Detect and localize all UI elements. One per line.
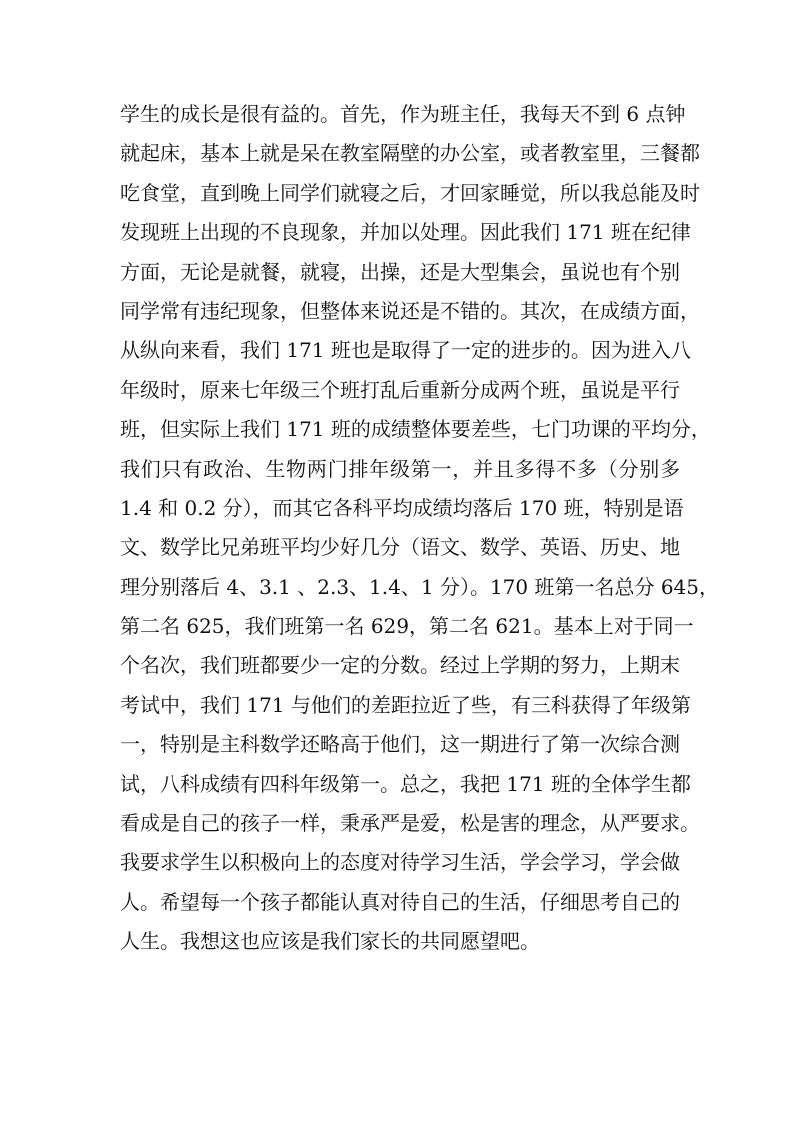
text-line: 试，八科成绩有四科年级第一。总之，我把 171 班的全体学生都 bbox=[120, 771, 691, 796]
text-line: 一，特别是主科数学还略高于他们，这一期进行了第一次综合测 bbox=[120, 732, 680, 757]
text-line: 学生的成长是很有益的。首先，作为班主任，我每天不到 6 点钟 bbox=[120, 102, 686, 126]
text-line: 同学常有违纪现象，但整体来说还是不错的。其次，在成绩方面， bbox=[120, 298, 700, 323]
text-line: 发现班上出现的不良现象，并加以处理。因此我们 171 班在纪律 bbox=[120, 220, 691, 245]
text-line: 从纵向来看，我们 171 班也是取得了一定的进步的。因为进入八 bbox=[120, 338, 691, 363]
text-line: 理分别落后 4、3.1 、2.3、1.4、1 分）。170 班第一名总分 645， bbox=[120, 574, 720, 599]
text-line: 吃食堂，直到晚上同学们就寝之后，才回家睡觉，所以我总能及时 bbox=[120, 180, 700, 205]
text-line: 第二名 625，我们班第一名 629，第二名 621。基本上对于同一 bbox=[120, 614, 694, 639]
text-line: 我们只有政治、生物两门排年级第一，并且多得不多（分别多 bbox=[120, 456, 680, 481]
text-line: 班，但实际上我们 171 班的成绩整体要差些，七门功课的平均分， bbox=[120, 417, 711, 442]
text-line: 人。希望每一个孩子都能认真对待自己的生活，仔细思考自己的 bbox=[120, 889, 680, 914]
text-line: 我要求学生以积极向上的态度对待学习生活，学会学习，学会做 bbox=[120, 850, 680, 875]
text-line: 看成是自己的孩子一样，秉承严是爱，松是害的理念，从严要求。 bbox=[120, 811, 700, 836]
text-line: 年级时，原来七年级三个班打乱后重新分成两个班，虽说是平行 bbox=[120, 377, 680, 402]
text-line: 方面，无论是就餐，就寝，出操，还是大型集会，虽说也有个别 bbox=[120, 259, 680, 284]
body-paragraph bbox=[120, 95, 720, 962]
text-line: 人生。我想这也应该是我们家长的共同愿望吧。 bbox=[120, 929, 540, 954]
text-line: 个名次，我们班都要少一定的分数。经过上学期的努力，上期末 bbox=[120, 653, 680, 678]
text-line: 就起床，基本上就是呆在教室隔壁的办公室，或者教室里，三餐都 bbox=[120, 141, 700, 166]
text-line: 1.4 和 0.2 分），而其它各科平均成绩均落后 170 班，特别是语 bbox=[120, 495, 684, 520]
text-line: 考试中，我们 171 与他们的差距拉近了些，有三科获得了年级第 bbox=[120, 692, 691, 717]
text-line: 文、数学比兄弟班平均少好几分（语文、数学、英语、历史、地 bbox=[120, 535, 680, 560]
